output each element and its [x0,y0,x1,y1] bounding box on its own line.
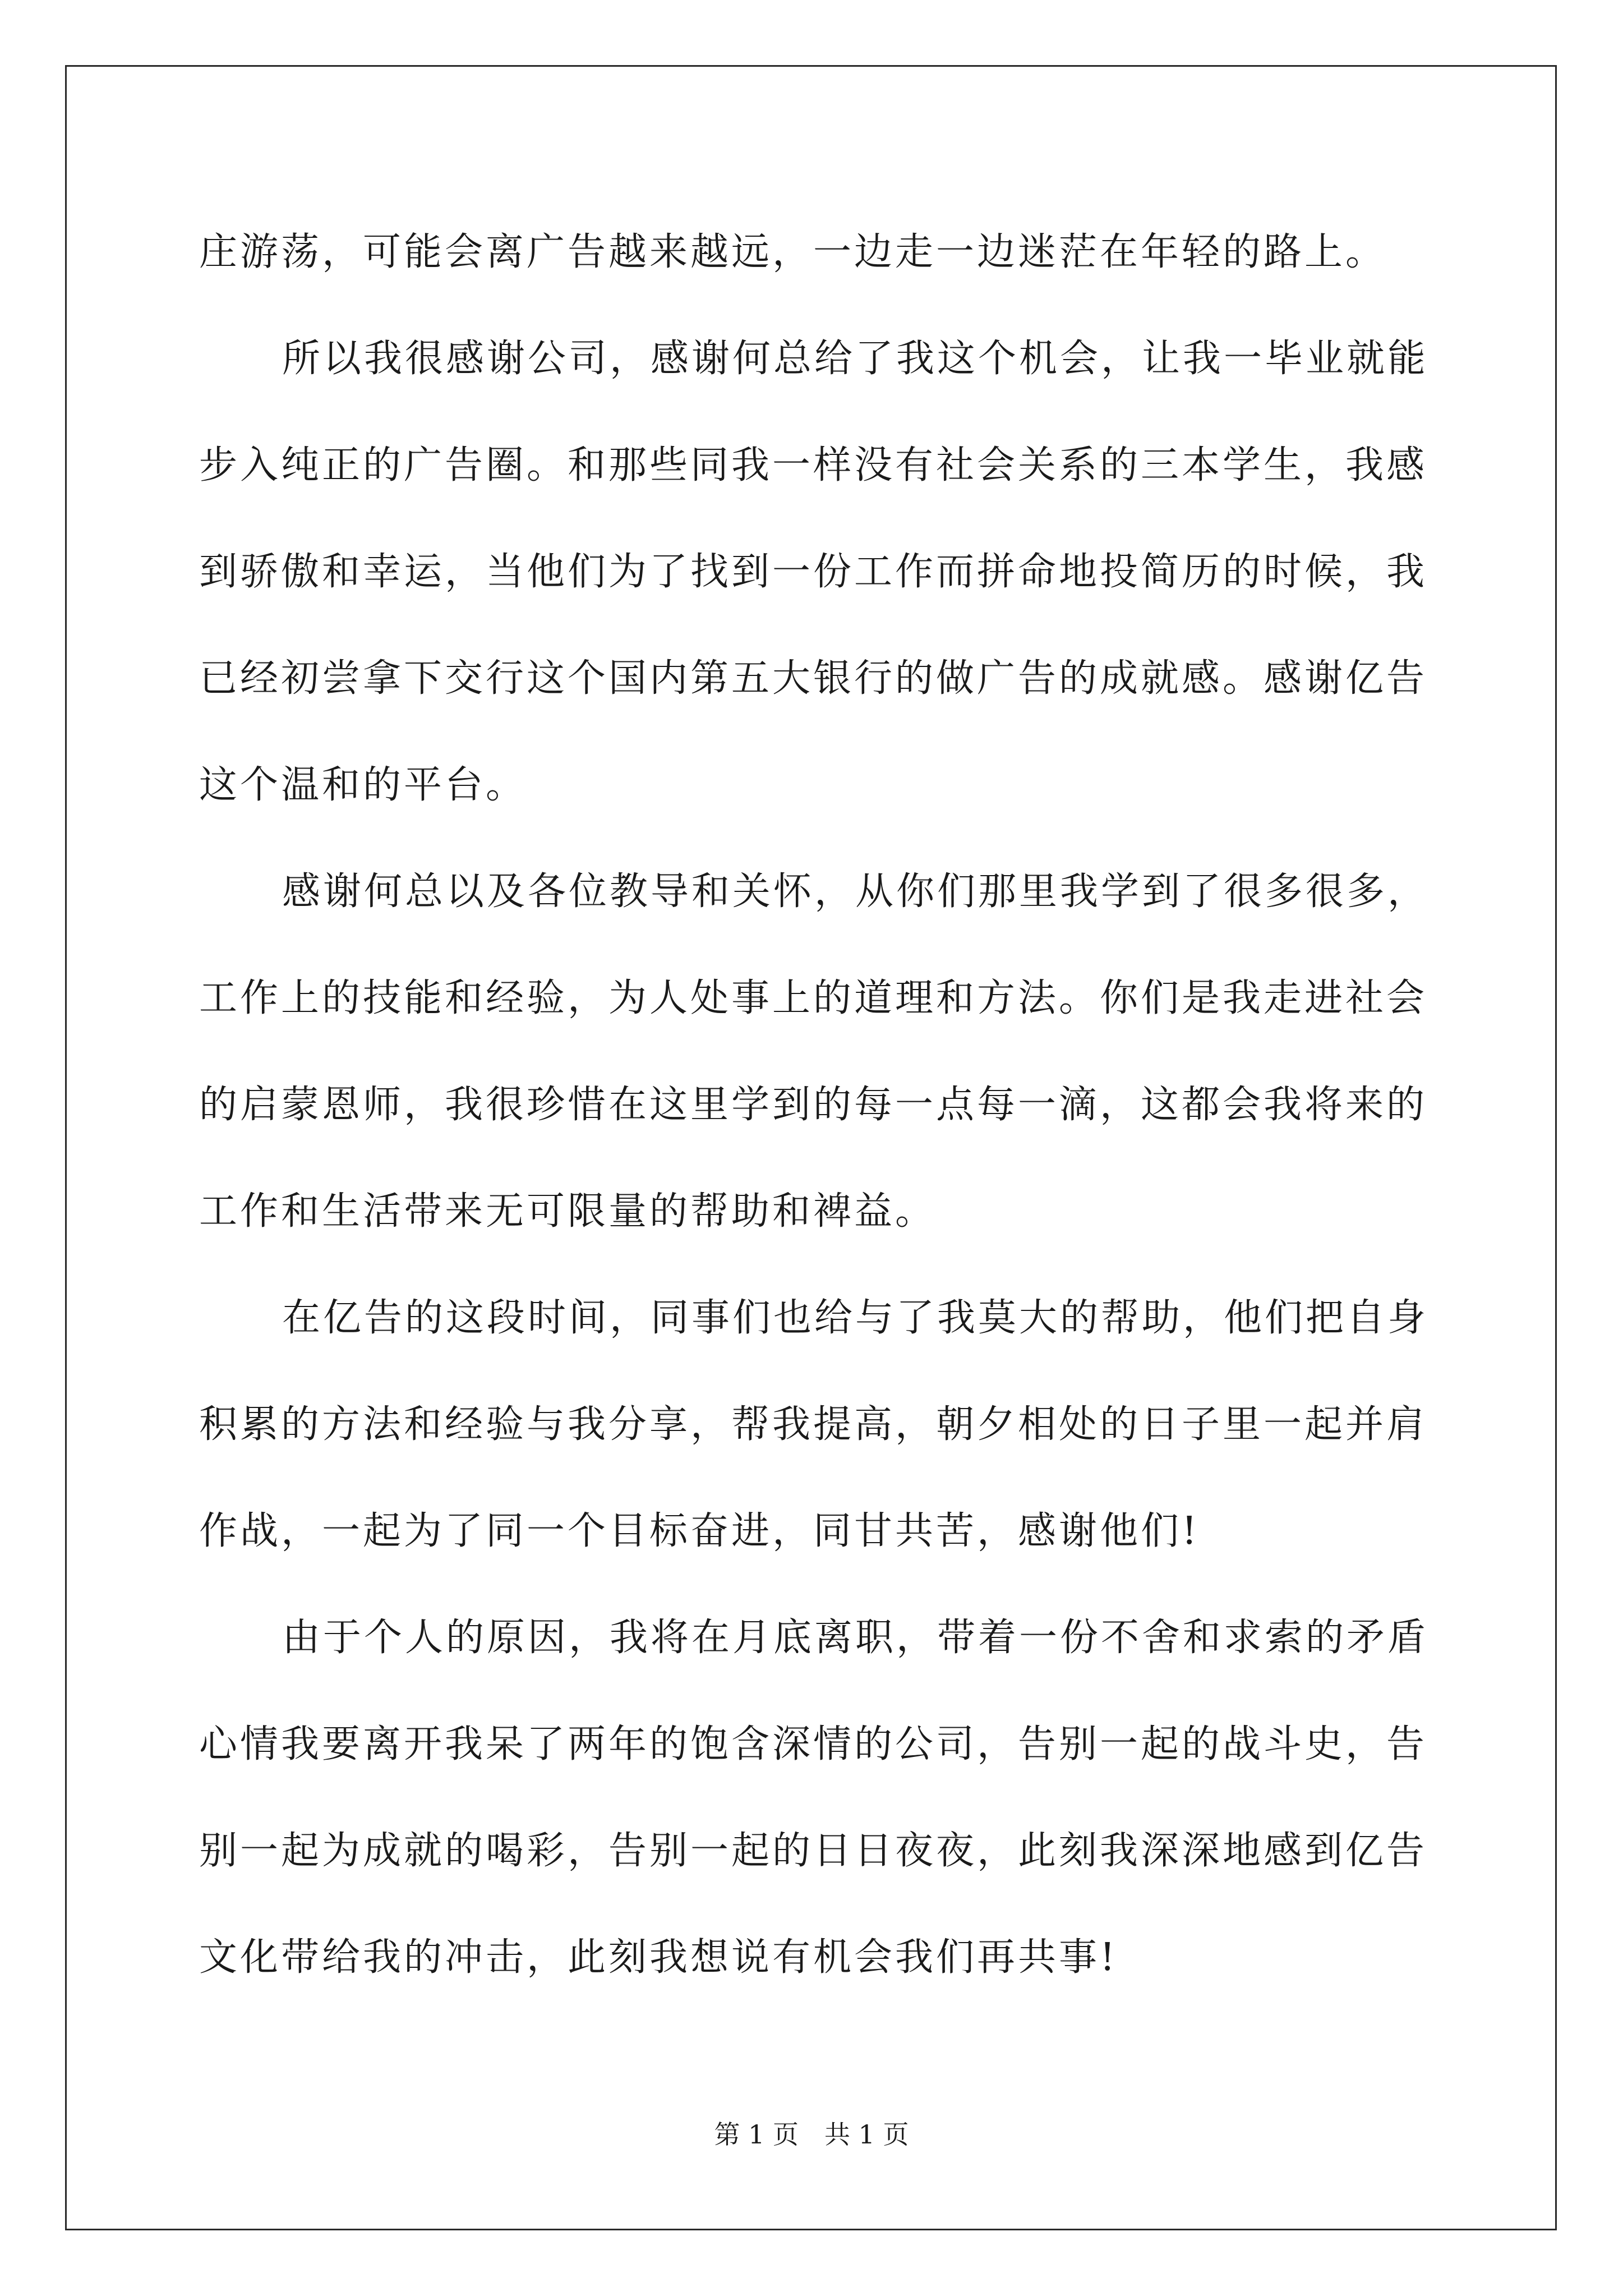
text-line: 作战，一起为了同一个目标奋进，同甘共苦，感谢他们! [199,1509,1200,1553]
text-line: 这个温和的平台。 [199,763,527,807]
text-line: 积累的方法和经验与我分享，帮我提高，朝夕相处的日子里一起并肩 [199,1402,1428,1447]
page-number-footer: 第 1 页 共 1 页 [714,2119,909,2150]
text-line: 所以我很感谢公司，感谢何总给了我这个机会，让我一毕业就能 [282,337,1428,381]
text-line: 已经初尝拿下交行这个国内第五大银行的做广告的成就感。感谢亿告 [199,656,1428,701]
text-line: 步入纯正的广告圈。和那些同我一样没有社会关系的三本学生，我感 [199,443,1428,487]
text-line: 在亿告的这段时间，同事们也给与了我莫大的帮助，他们把自身 [282,1296,1428,1340]
text-line: 工作和生活带来无可限量的帮助和裨益。 [199,1189,937,1234]
text-line: 由于个人的原因，我将在月底离职，带着一份不舍和求索的矛盾 [282,1616,1428,1660]
text-line: 别一起为成就的喝彩，告别一起的日日夜夜，此刻我深深地感到亿告 [199,1829,1428,1873]
text-line: 庄游荡，可能会离广告越来越远，一边走一边迷茫在年轻的路上。 [199,230,1387,274]
document-body [199,199,1428,2011]
text-line: 工作上的技能和经验，为人处事上的道理和方法。你们是我走进社会 [199,976,1428,1020]
text-line: 文化带给我的冲击，此刻我想说有机会我们再共事! [199,1935,1118,1980]
text-line: 感谢何总以及各位教导和关怀，从你们那里我学到了很多很多， [282,869,1428,914]
text-line: 心情我要离开我呆了两年的饱含深情的公司，告别一起的战斗史，告 [199,1722,1428,1766]
text-line: 的启蒙恩师，我很珍惜在这里学到的每一点每一滴，这都会我将来的 [199,1083,1428,1127]
text-line: 到骄傲和幸运，当他们为了找到一份工作而拼命地投简历的时候，我 [199,550,1428,594]
